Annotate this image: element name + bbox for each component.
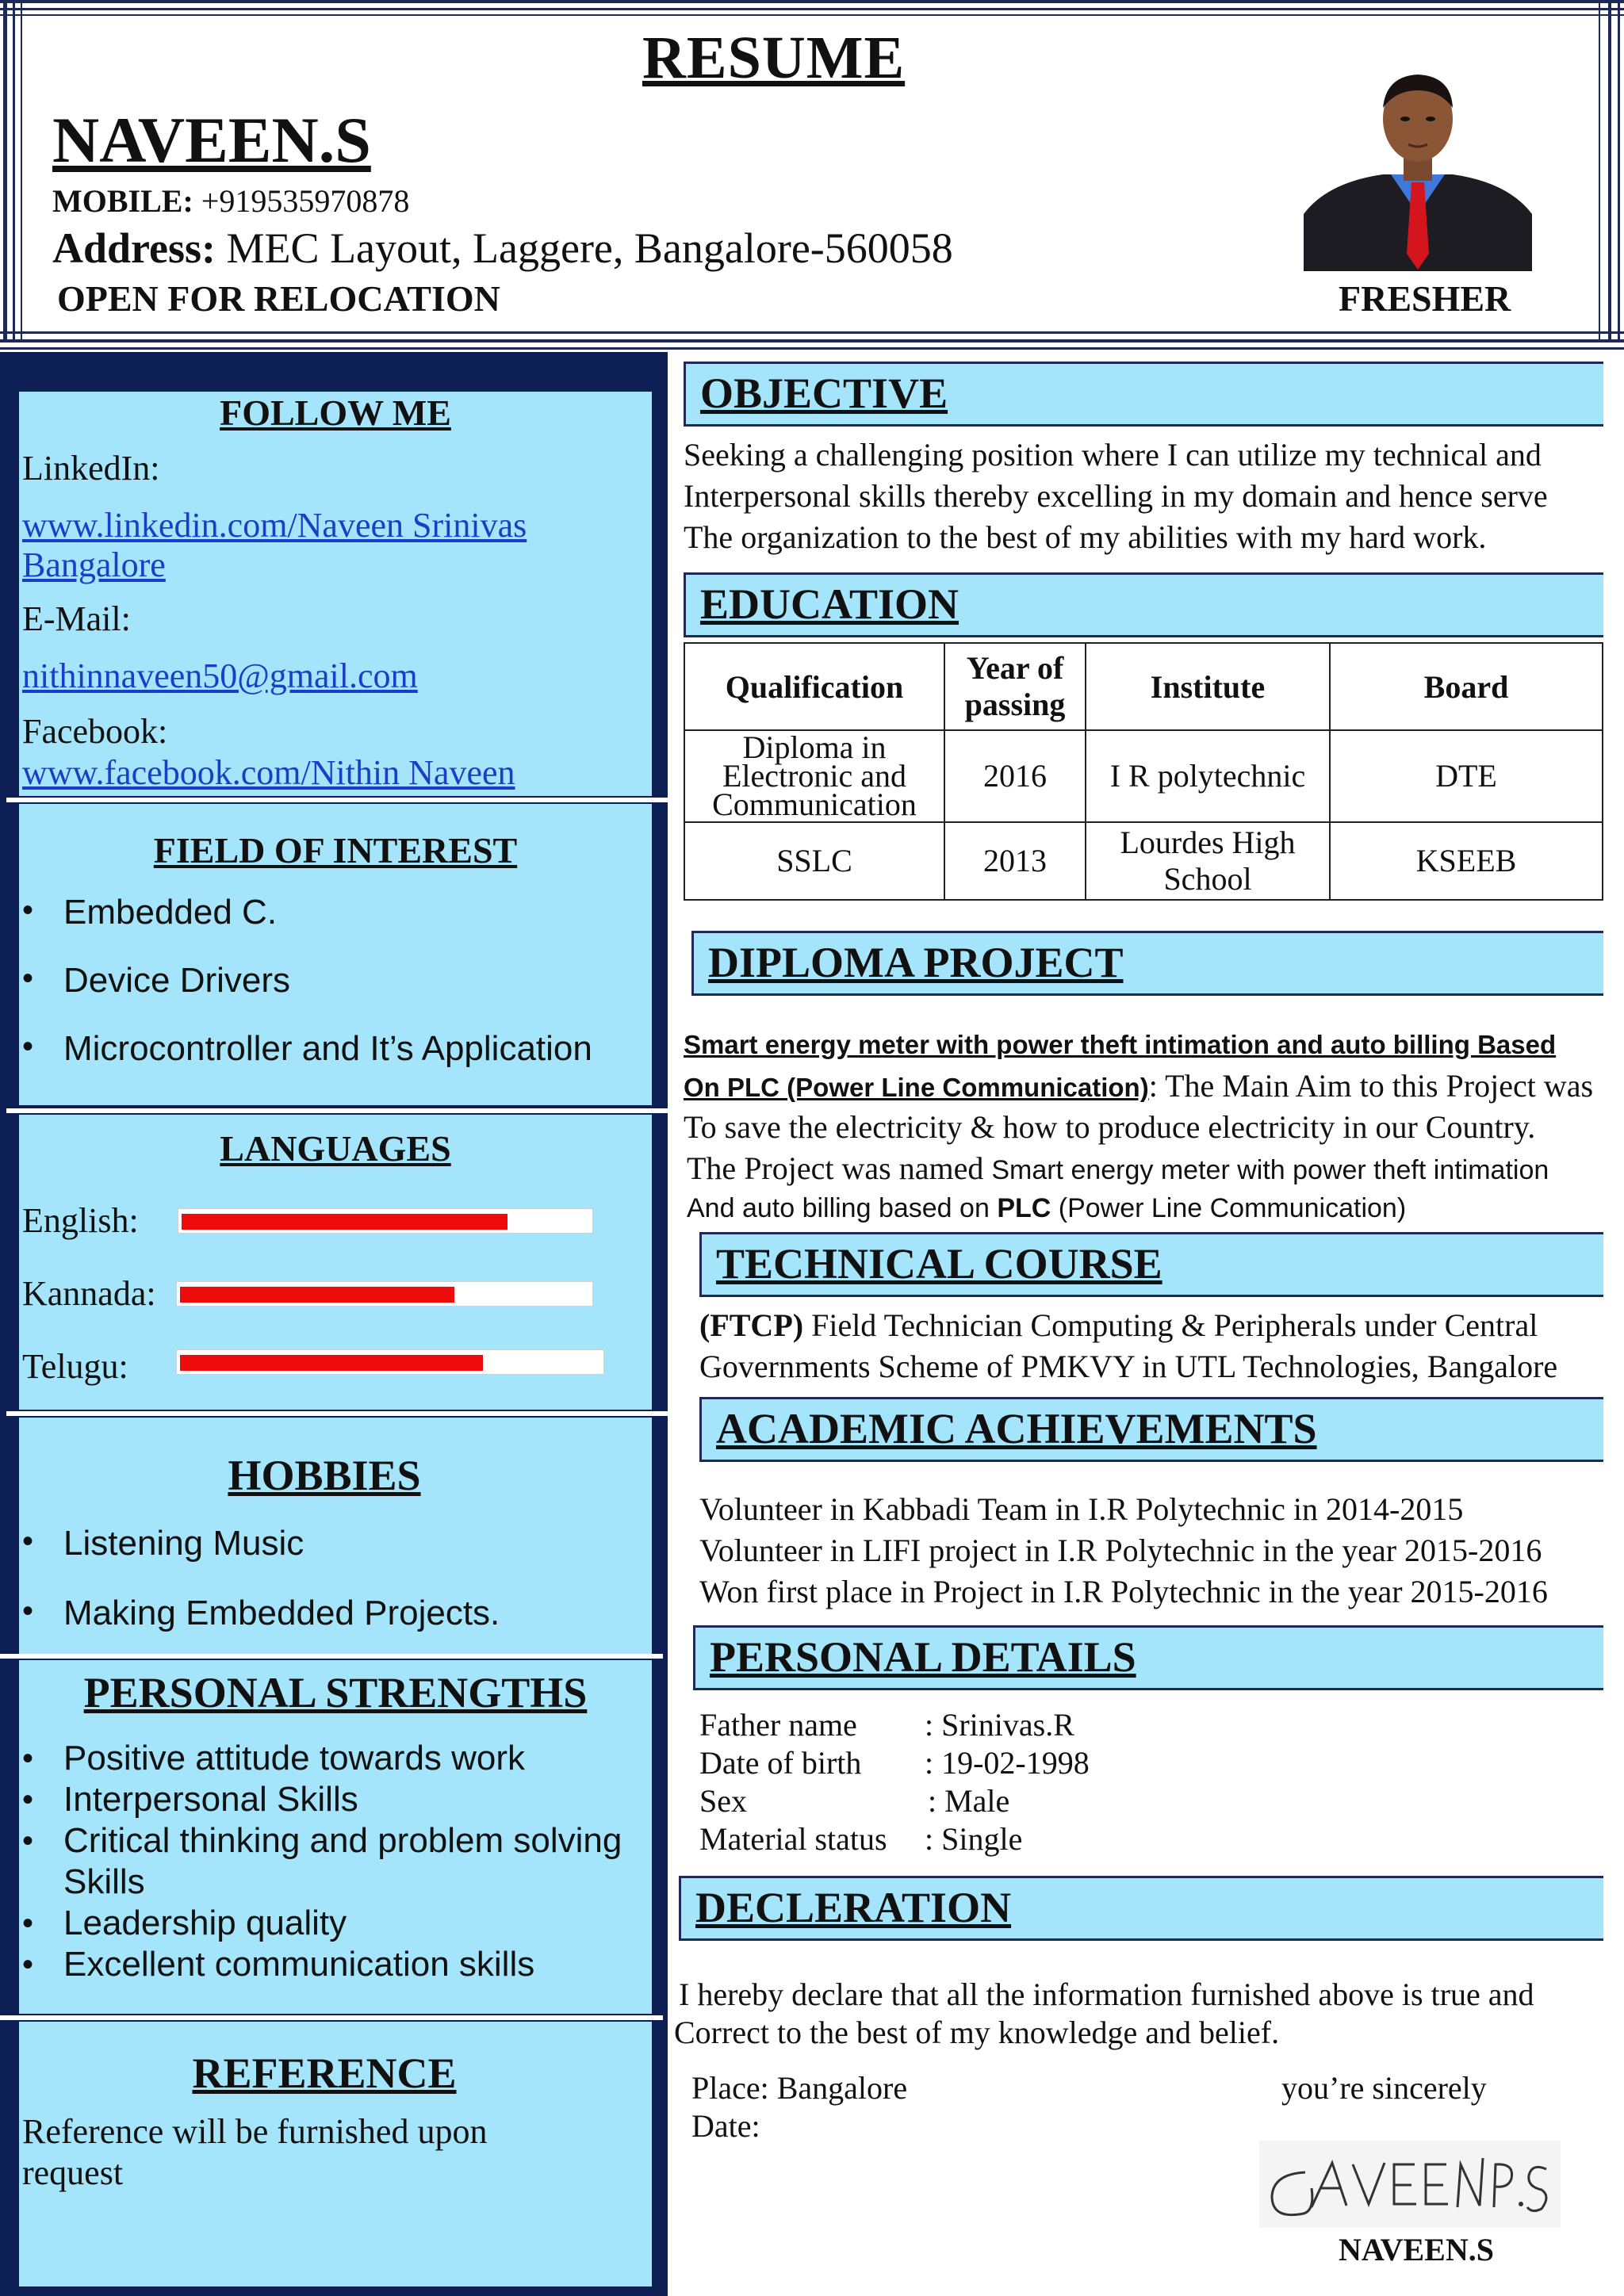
- course-line: [699, 1305, 1538, 1346]
- table-cell: SSLC: [684, 822, 944, 900]
- resume-title: RESUME: [642, 25, 906, 91]
- project-title-continued: On PLC (Power Line Communication): [684, 1073, 1149, 1102]
- facebook-label: Facebook:: [22, 712, 168, 751]
- project-line: [684, 1066, 1593, 1108]
- strengths-list: [14, 1738, 665, 1985]
- list-item: • Leadership quality: [22, 1904, 347, 1942]
- status-label: FRESHER: [1339, 278, 1511, 319]
- interest-list: [14, 893, 665, 1069]
- declaration-line: I hereby declare that all the information furnished above is true and: [679, 1976, 1534, 2012]
- list-item-continued: Skills: [63, 1862, 145, 1901]
- strengths-heading: PERSONAL STRENGTHS: [83, 1669, 588, 1716]
- table-cell: Lourdes High School: [1086, 822, 1330, 900]
- closing-line: you’re sincerely: [1281, 2070, 1487, 2106]
- personal-heading: PERSONAL DETAILS: [710, 1633, 1136, 1681]
- table-cell: DTE: [1330, 730, 1603, 822]
- course-line: Governments Scheme of PMKVY in UTL Technologies, Bangalore: [699, 1349, 1558, 1384]
- hobbies-list: [14, 1524, 665, 1633]
- sidebar-divider: [0, 1654, 663, 1659]
- project-line: [687, 1188, 1406, 1229]
- level-fill: [182, 1214, 508, 1230]
- sidebar-divider: [6, 1411, 669, 1416]
- english-level-bar: [178, 1208, 593, 1234]
- address-value: MEC Layout, Laggere, Bangalore-560058: [226, 224, 953, 272]
- objective-heading: OBJECTIVE: [700, 369, 948, 417]
- follow-heading: FOLLOW ME: [220, 392, 451, 433]
- list-item: • Critical thinking and problem solving: [22, 1821, 622, 1860]
- table-cell: I R polytechnic: [1086, 730, 1330, 822]
- project-line-start: The Project was named: [687, 1150, 992, 1186]
- project-heading: DIPLOMA PROJECT: [708, 939, 1124, 986]
- linkedin-label: LinkedIn:: [22, 449, 160, 488]
- level-fill: [180, 1355, 483, 1371]
- project-line-start: And auto billing based on: [687, 1193, 998, 1223]
- sidebar-divider: [6, 798, 669, 802]
- detail-label: Material status: [699, 1821, 887, 1857]
- email-label: E-Mail:: [22, 599, 131, 638]
- objective-line: Seeking a challenging position where I can utilize my technical and: [684, 437, 1542, 473]
- education-table: [684, 642, 1603, 901]
- facebook-link[interactable]: www.facebook.com/Nithin Naveen: [22, 753, 515, 792]
- personal-header: [693, 1625, 1603, 1690]
- level-fill: [180, 1287, 454, 1303]
- achievements-header: [699, 1397, 1603, 1462]
- reference-heading: REFERENCE: [192, 2049, 457, 2097]
- list-item: • Positive attitude towards work: [22, 1739, 526, 1777]
- reference-text-line2: request: [22, 2153, 124, 2192]
- objective-line: Interpersonal skills thereby excelling in my domain and hence serve: [684, 478, 1548, 514]
- relocation-note: OPEN FOR RELOCATION: [57, 278, 500, 319]
- sidebar-divider: [6, 1108, 669, 1113]
- kannada-level-bar: [176, 1281, 593, 1307]
- telugu-level-bar: [176, 1349, 604, 1375]
- course-header: [699, 1232, 1603, 1297]
- language-telugu: Telugu:: [22, 1347, 128, 1386]
- column-header: Year of passing: [944, 643, 1086, 730]
- list-item: • Embedded C.: [22, 893, 278, 932]
- project-title: Smart energy meter with power theft intimation and auto billing Based: [684, 1030, 1557, 1059]
- project-line: [687, 1148, 1549, 1191]
- education-header: [684, 572, 1603, 637]
- achievements-heading: ACADEMIC ACHIEVEMENTS: [716, 1405, 1317, 1452]
- detail-value: : Srinivas.R: [925, 1707, 1074, 1743]
- table-cell: 2013: [944, 822, 1086, 900]
- table-row: [684, 730, 1603, 822]
- reference-text-line1: Reference will be furnished upon: [22, 2112, 488, 2151]
- project-line: To save the electricity & how to produce electricity in our Country.: [684, 1109, 1536, 1145]
- signed-name: NAVEEN.S: [1339, 2232, 1494, 2267]
- education-heading: EDUCATION: [700, 580, 959, 628]
- list-item: • Making Embedded Projects.: [22, 1594, 500, 1632]
- detail-label: Father name: [699, 1707, 857, 1743]
- column-header: Institute: [1086, 643, 1330, 730]
- table-header-row: [684, 643, 1603, 730]
- signature-image: [1259, 2141, 1561, 2228]
- mobile-label: MOBILE:: [52, 183, 193, 219]
- language-english: English:: [22, 1201, 139, 1240]
- interest-heading: FIELD OF INTEREST: [153, 830, 518, 871]
- column-header: Board: [1330, 643, 1603, 730]
- detail-label: Sex: [699, 1783, 747, 1819]
- declaration-heading: DECLERATION: [695, 1884, 1012, 1931]
- date-line: Date:: [691, 2108, 760, 2144]
- project-line-rest: : The Main Aim to this Project was: [1148, 1068, 1594, 1104]
- course-heading: TECHNICAL COURSE: [716, 1240, 1162, 1288]
- course-abbr: (FTCP): [699, 1307, 804, 1343]
- candidate-name: NAVEEN.S: [52, 104, 371, 176]
- linkedin-link-continued[interactable]: Bangalore: [22, 545, 166, 584]
- list-item: • Interpersonal Skills: [22, 1780, 358, 1819]
- languages-heading: LANGUAGES: [220, 1128, 451, 1169]
- address-label: Address:: [52, 224, 216, 272]
- detail-label: Date of birth: [699, 1745, 862, 1781]
- course-line-rest: Field Technician Computing & Peripherals under Central: [803, 1307, 1538, 1343]
- profile-photo: [1304, 55, 1532, 271]
- column-header: Qualification: [684, 643, 944, 730]
- hobbies-heading: HOBBIES: [228, 1452, 421, 1499]
- declaration-header: [679, 1876, 1603, 1941]
- declaration-line: Correct to the best of my knowledge and belief.: [674, 2015, 1280, 2050]
- address-line: [52, 224, 953, 273]
- plc-abbr: PLC: [997, 1193, 1051, 1223]
- mobile-line: [52, 182, 409, 220]
- project-line-end: (Power Line Communication): [1051, 1193, 1407, 1223]
- table-row: [684, 822, 1603, 900]
- objective-line: The organization to the best of my abilities with my hard work.: [684, 519, 1487, 555]
- achievement-item: Won first place in Project in I.R Polytechnic in the year 2015-2016: [699, 1574, 1548, 1609]
- linkedin-link[interactable]: www.linkedin.com/Naveen Srinivas: [22, 506, 527, 545]
- project-header: [691, 931, 1603, 996]
- table-cell: 2016: [944, 730, 1086, 822]
- list-item: • Microcontroller and It’s Application: [22, 1029, 592, 1068]
- mobile-value: +919535970878: [201, 183, 410, 219]
- sidebar-divider: [0, 2015, 663, 2020]
- project-name: Smart energy meter with power theft intimation: [991, 1155, 1549, 1185]
- place-line: Place: Bangalore: [691, 2070, 908, 2106]
- table-cell: Diploma in Electronic and Communication: [684, 730, 944, 822]
- detail-value: : 19-02-1998: [925, 1745, 1090, 1781]
- list-item: • Listening Music: [22, 1524, 304, 1563]
- language-kannada: Kannada:: [22, 1274, 156, 1313]
- list-item: • Excellent communication skills: [22, 1945, 535, 1984]
- achievement-item: Volunteer in Kabbadi Team in I.R Polytechnic in 2014-2015: [699, 1491, 1464, 1527]
- email-link[interactable]: nithinnaveen50@gmail.com: [22, 656, 418, 695]
- detail-value: : Male: [928, 1783, 1010, 1819]
- detail-value: : Single: [925, 1821, 1023, 1857]
- table-cell: KSEEB: [1330, 822, 1603, 900]
- achievement-item: Volunteer in LIFI project in I.R Polytechnic in the year 2015-2016: [699, 1533, 1542, 1568]
- objective-header: [684, 362, 1603, 427]
- list-item: • Device Drivers: [22, 961, 291, 1000]
